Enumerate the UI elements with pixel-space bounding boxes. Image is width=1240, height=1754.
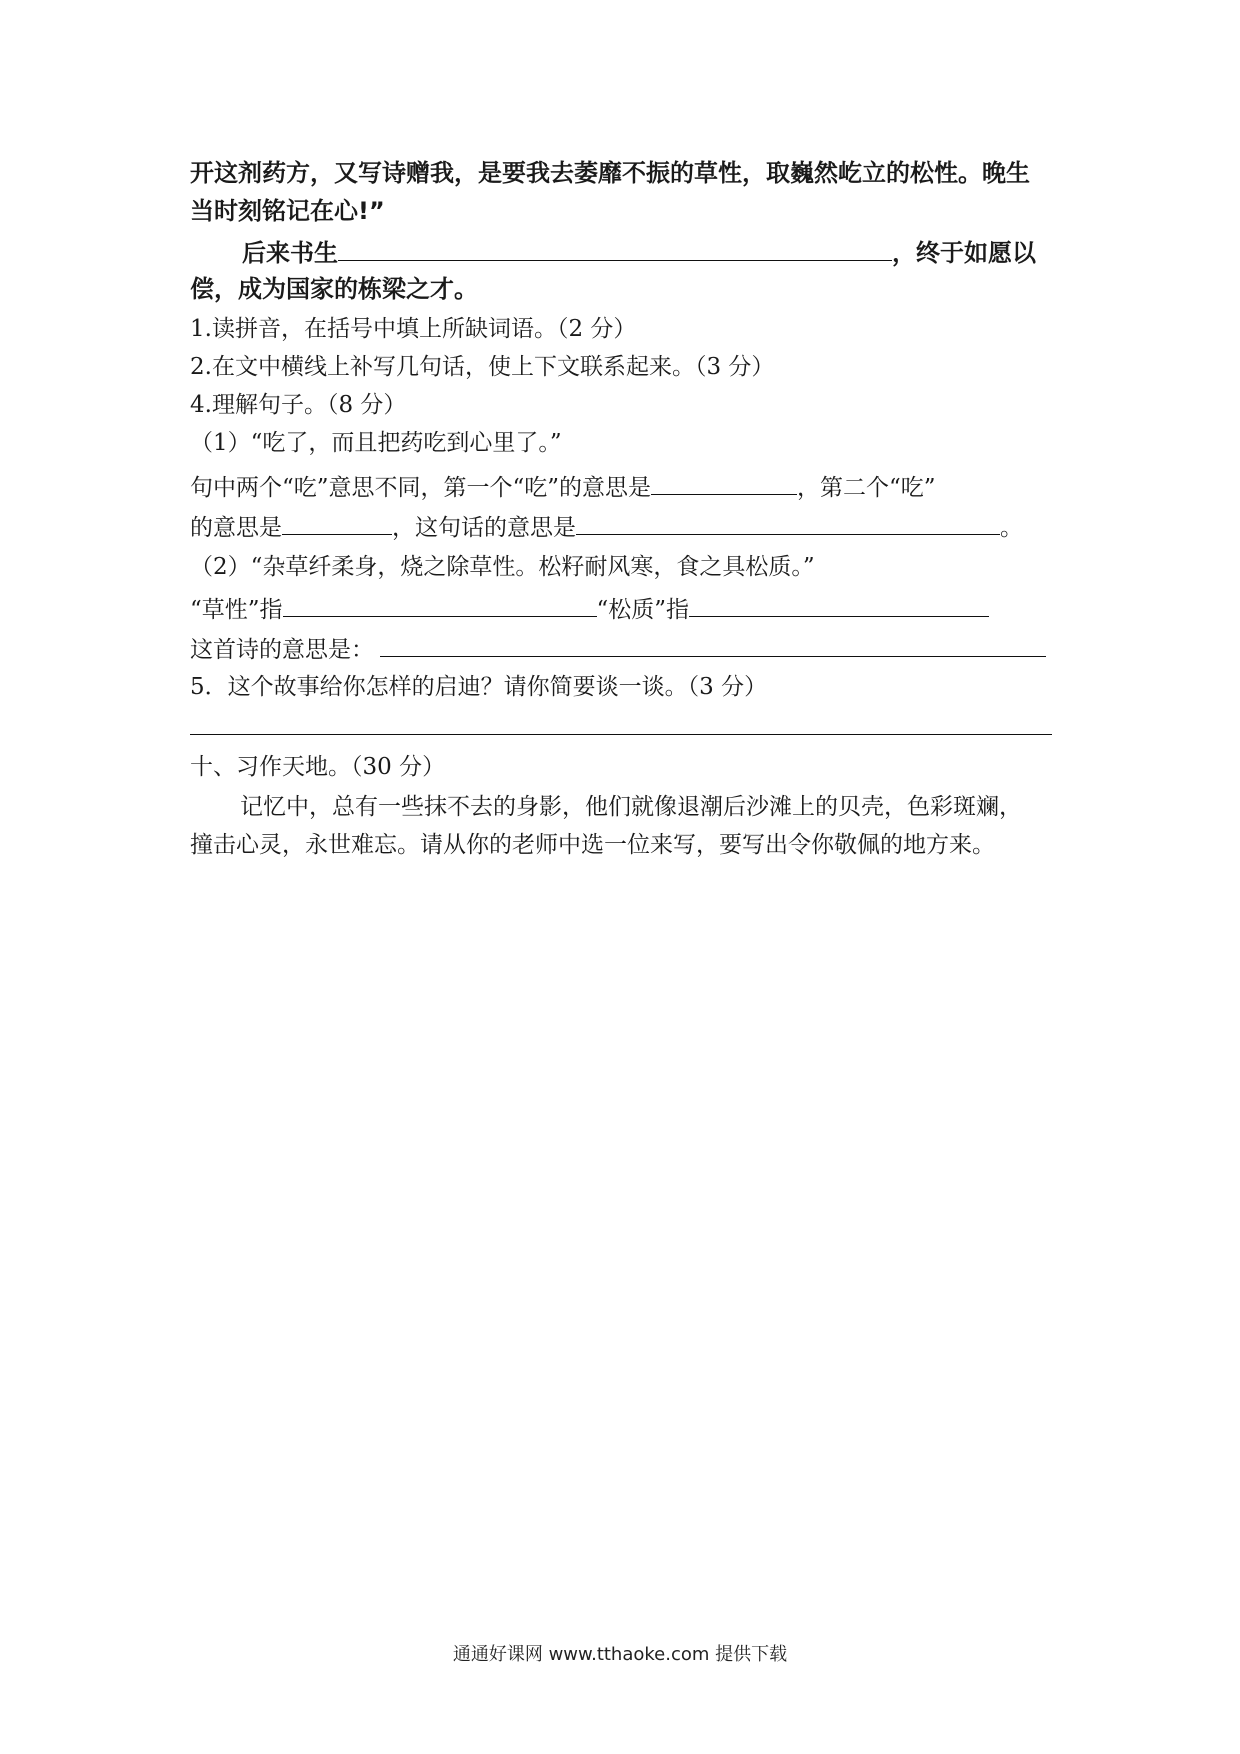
question-2: 2.在文中横线上补写几句话，使上下文联系起来。（3 分） bbox=[190, 354, 775, 380]
question-4-1-line-b bbox=[190, 510, 1023, 543]
question-4-2: （2）“杂草纤柔身，烧之除草性。松籽耐风寒，食之具松质。” bbox=[190, 554, 815, 580]
passage-line-2: 当时刻铭记在心!” bbox=[190, 197, 385, 225]
sentence-meaning-blank[interactable] bbox=[576, 510, 1000, 535]
passage-later-suffix: ，终于如愿以 bbox=[892, 239, 1036, 267]
q4-1a-prefix: 句中两个“吃”意思不同，第一个“吃”的意思是 bbox=[190, 475, 652, 501]
q4-1b-end: 。 bbox=[1000, 515, 1023, 541]
q4-1b-prefix: 的意思是 bbox=[190, 515, 282, 541]
passage-blank[interactable] bbox=[338, 236, 892, 261]
question-4: 4.理解句子。（8 分） bbox=[190, 392, 407, 418]
question-5: 5．这个故事给你怎样的启迪？请你简要谈一谈。（3 分） bbox=[190, 674, 768, 700]
first-chi-meaning-blank[interactable] bbox=[651, 470, 797, 495]
passage-line-3 bbox=[242, 236, 1036, 268]
passage-line-4: 偿，成为国家的栋梁之才。 bbox=[190, 275, 478, 303]
second-chi-meaning-blank[interactable] bbox=[282, 510, 392, 535]
q4-2a-prefix: “草性”指 bbox=[190, 597, 283, 623]
question-1: 1.读拼音，在括号中填上所缺词语。（2 分） bbox=[190, 316, 637, 342]
passage-line-1: 开这剂药方，又写诗赠我，是要我去萎靡不振的草性，取巍然屹立的松性。晚生 bbox=[190, 159, 1030, 187]
section-10-line-1: 记忆中，总有一些抹不去的身影，他们就像退潮后沙滩上的贝壳，色彩斑斓， bbox=[240, 794, 1022, 820]
caoxing-meaning-blank[interactable] bbox=[283, 592, 597, 617]
q4-2b-prefix: 这首诗的意思是： bbox=[190, 637, 374, 663]
passage-later-prefix: 后来书生 bbox=[242, 239, 338, 267]
poem-meaning-blank[interactable] bbox=[380, 632, 1046, 657]
question-4-2-line-b bbox=[190, 632, 1046, 665]
q4-1a-suffix: ，第二个“吃” bbox=[797, 475, 936, 501]
footer-source: 通通好课网 www.tthaoke.com 提供下载 bbox=[452, 1644, 788, 1665]
question-4-1-line-a bbox=[190, 470, 936, 503]
section-10-title: 十、习作天地。（30 分） bbox=[190, 754, 446, 780]
q4-1b-middle: ，这句话的意思是 bbox=[392, 515, 576, 541]
answer-line-q5[interactable] bbox=[190, 734, 1052, 735]
section-10-line-2: 撞击心灵，永世难忘。请从你的老师中选一位来写，要写出令你敬佩的地方来。 bbox=[190, 832, 995, 858]
q4-2a-middle: “松质”指 bbox=[596, 597, 690, 623]
question-4-2-line-a bbox=[190, 592, 989, 625]
songzhi-meaning-blank[interactable] bbox=[689, 592, 989, 617]
question-4-1: （1）“吃了，而且把药吃到心里了。” bbox=[190, 430, 562, 456]
